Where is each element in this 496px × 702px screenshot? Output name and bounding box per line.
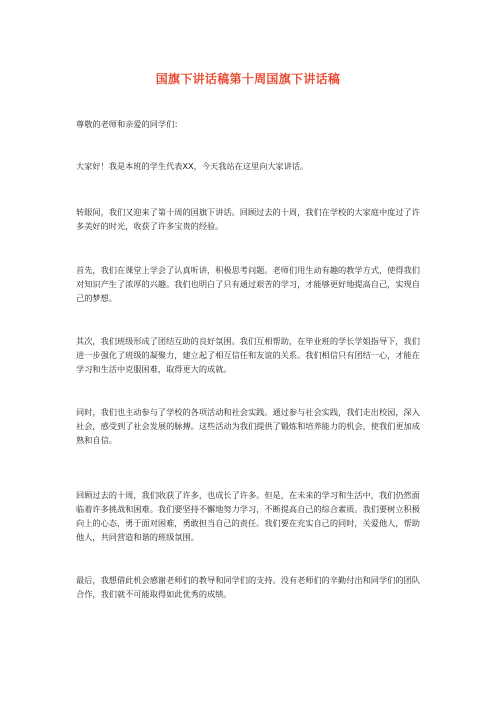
document-title: 国旗下讲话稿第十周国旗下讲话稿 [155,72,341,86]
paragraph-activities: 同时，我们也主动参与了学校的各项活动和社会实践。通过参与社会实践，我们走出校园，深入社会，感受到了社会发展的脉搏。这些活动为我们提供了锻炼和培养能力的机会，使我们更加成熟和自信。 [76,407,420,445]
paragraph-second: 其次，我们班级形成了团结互助的良好氛围。我们互相帮助，在毕业班的学长学姐指导下，我们进一步强化了班级的凝聚力，建立起了相互信任和友谊的关系。我们相信只有团结一心，才能在学习和生活中克服困难，取得更大的成就。 [76,336,420,374]
paragraph-salutation: 尊敬的老师和亲爱的同学们： [76,119,183,129]
paragraph-future: 回顾过去的十周，我们收获了许多，也成长了许多。但是，在未来的学习和生活中，我们仍然面临着许多挑战和困难。我们要坚持不懈地努力学习，不断提高自己的综合素质。我们要树立积极向上的心态，勇于面对困难，勇敢担当自己的责任。我们要在充实自己的同时，关爱他人，帮助他人，共同营造和谐的班级氛围。 [76,490,420,542]
paragraph-first: 首先，我们在课堂上学会了认真听讲，积极思考问题。老师们用生动有趣的教学方式，使得我们对知识产生了浓厚的兴趣。我们也明白了只有通过艰苦的学习，才能够更好地提高自己，实现自己的梦想。 [76,265,420,303]
paragraph-review: 转眼间，我们又迎来了第十周的国旗下讲话。回顾过去的十周，我们在学校的大家庭中度过了许多美好的时光，收获了许多宝贵的经验。 [76,207,420,231]
paragraph-closing: 最后，我想借此机会感谢老师们的教导和同学们的支持。没有老师们的辛勤付出和同学们的团队合作，我们就不可能取得如此优秀的成绩。 [76,575,420,599]
paragraph-greeting: 大家好！我是本班的学生代表XX，今天我站在这里向大家讲话。 [76,161,309,171]
